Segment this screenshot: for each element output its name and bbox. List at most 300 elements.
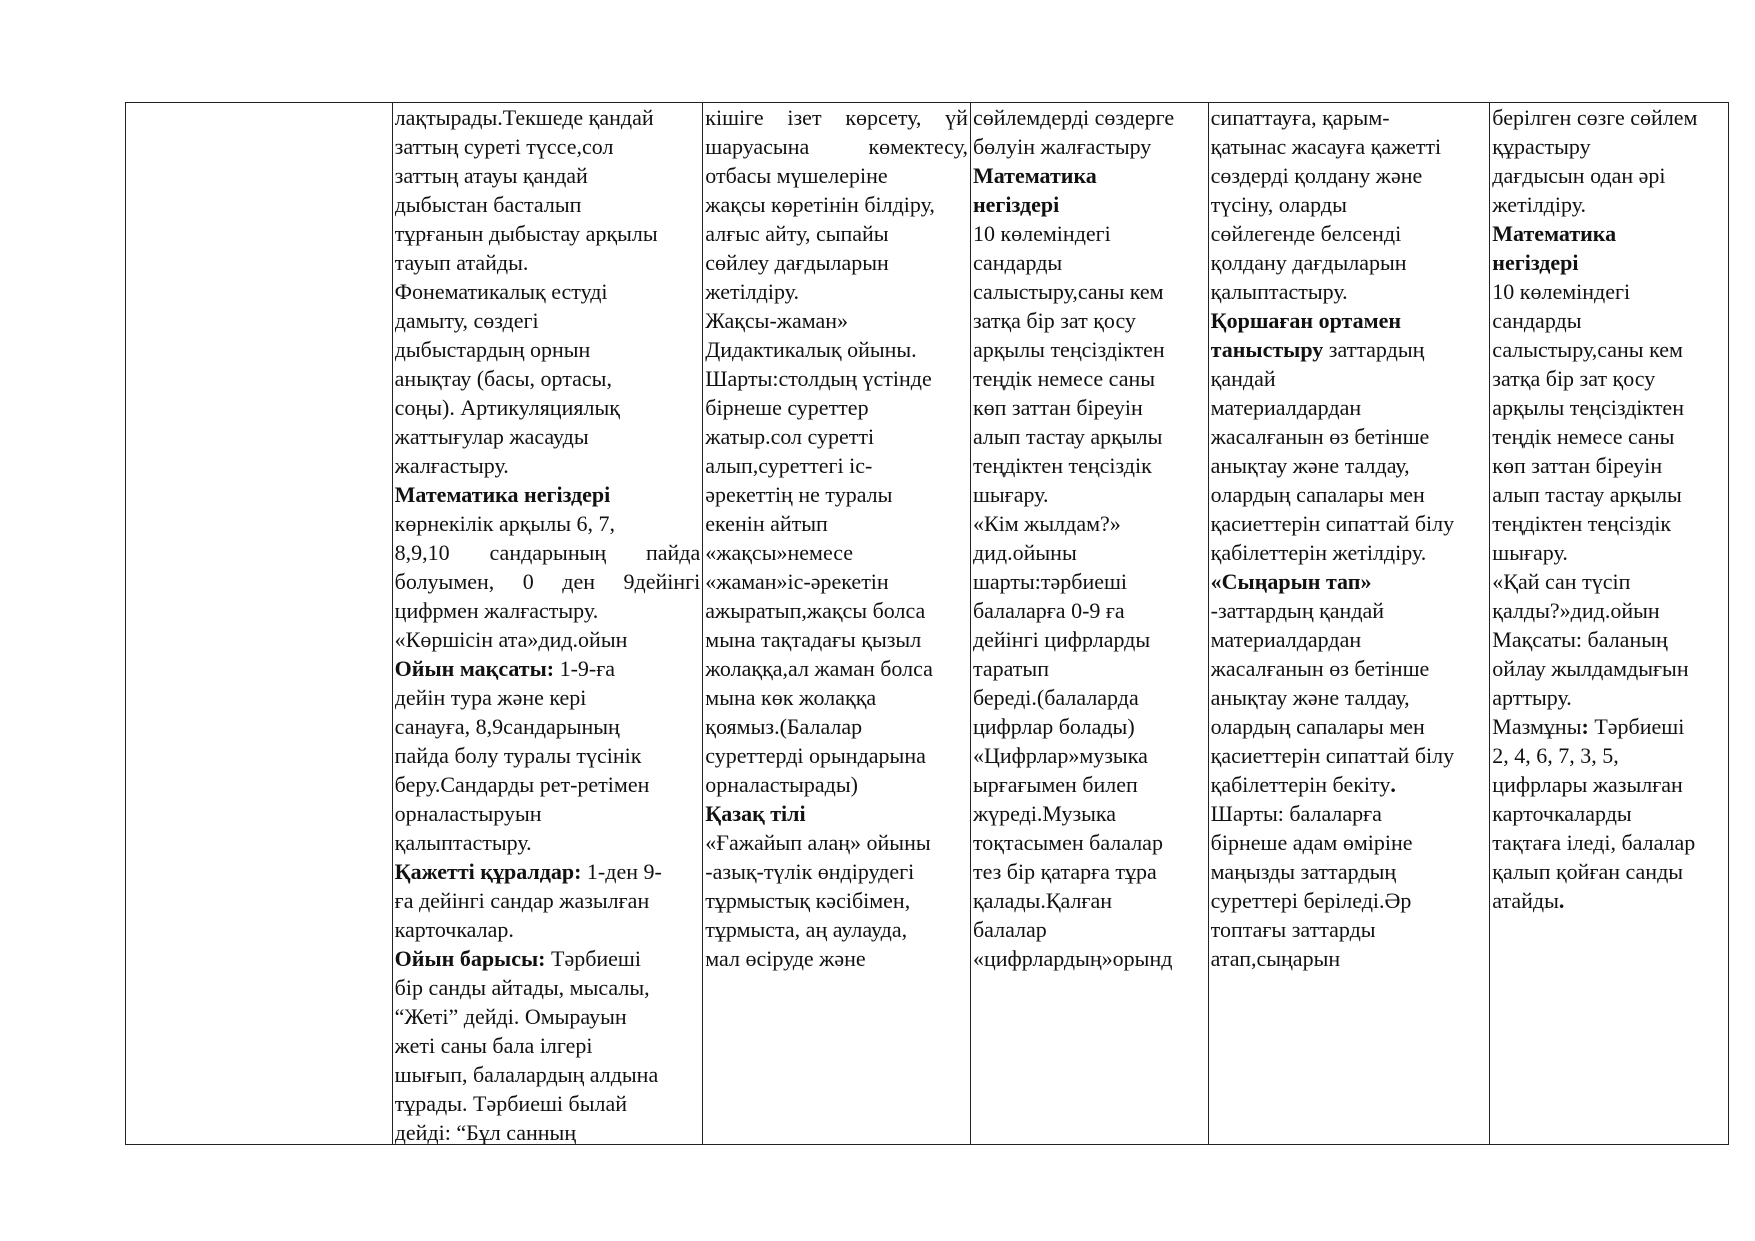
text-line — [973, 422, 1206, 451]
line-text: заттың суреті түссе,сол — [394, 134, 614, 159]
text-line — [1211, 190, 1488, 219]
text-line — [1211, 683, 1488, 712]
text-line — [395, 335, 701, 364]
line-text: қалып қойған санды — [1492, 859, 1684, 884]
text-line — [973, 538, 1206, 567]
text-line — [1211, 538, 1488, 567]
text-line — [705, 567, 968, 596]
line-text: 2, 4, 6, 7, 3, 5, — [1492, 743, 1619, 768]
bold-heading: негіздері — [1492, 250, 1579, 275]
text-line — [973, 480, 1206, 509]
line-text: дид.ойыны — [972, 540, 1077, 565]
line-text: затқа бір зат қосу — [972, 308, 1136, 333]
line-text: 8,9,10 сандарының пайда — [394, 540, 701, 565]
text-line — [973, 132, 1206, 161]
line-text: дейінгі цифрларды — [972, 627, 1151, 652]
line-text: жалғастыру. — [394, 453, 509, 478]
line-text: «Көршісін ата»дид.ойын — [394, 627, 628, 652]
line-text: жасалғанын өз бетінше — [1210, 656, 1430, 681]
bold-heading: Ойын мақсаты: — [394, 656, 555, 681]
line-text: қабілеттерін бекіту — [1210, 772, 1391, 797]
line-text: дыбыстан басталып — [394, 192, 582, 217]
line-text: лақтырады.Текшеде қандай — [394, 105, 654, 130]
line-text: әрекеттің не туралы — [705, 482, 893, 507]
line-text: «Қай сан түсіп — [1492, 569, 1631, 594]
line-text: шығару. — [972, 482, 1049, 507]
line-text: Тәрбиеші — [545, 946, 641, 971]
line-text: теңдіктен теңсіздік — [1492, 511, 1672, 536]
line-text: анықтау және талдау, — [1210, 453, 1410, 478]
text-line — [1211, 422, 1488, 451]
text-line — [395, 654, 701, 683]
text-line — [1492, 132, 1726, 161]
table-column-1 — [126, 103, 392, 1144]
line-text: тұрғанын дыбыстау арқылы — [394, 221, 658, 246]
line-text: алып тастау арқылы — [972, 424, 1163, 449]
text-line — [973, 509, 1206, 538]
line-text: тақтаға іледі, балалар — [1492, 830, 1696, 855]
line-text: цифрмен жалғастыру. — [394, 598, 599, 623]
line-text: салыстыру,саны кем — [972, 279, 1164, 304]
line-text: цифрлары жазылған — [1492, 772, 1683, 797]
text-line — [395, 596, 701, 625]
text-line — [1211, 886, 1488, 915]
line-text: сандарды — [1492, 308, 1582, 333]
line-text: орналастыруын — [394, 801, 542, 826]
line-text: 10 көлеміндегі — [972, 221, 1111, 246]
text-line — [395, 857, 701, 886]
text-line — [705, 393, 968, 422]
text-line — [1211, 596, 1488, 625]
text-line — [705, 886, 968, 915]
text-line — [1211, 480, 1488, 509]
line-text: қандай — [1210, 366, 1276, 391]
table-column-6 — [1489, 103, 1728, 1144]
table-column-2 — [392, 103, 703, 1144]
line-text: бөлуін жалғастыру — [972, 134, 1152, 159]
bold-heading: Математика — [1492, 221, 1617, 246]
text-line — [1211, 567, 1488, 596]
line-text: орналастырады) — [705, 772, 858, 797]
text-line — [705, 625, 968, 654]
text-line — [1492, 857, 1726, 886]
text-line — [395, 306, 701, 335]
text-line — [1211, 654, 1488, 683]
text-line — [1492, 625, 1726, 654]
line-text: сөйлемдерді сөздерге — [972, 105, 1175, 130]
text-line — [395, 277, 701, 306]
text-line — [973, 219, 1206, 248]
line-text: болуымен, 0 ден 9дейінгі — [394, 569, 701, 594]
text-line — [705, 335, 968, 364]
text-line — [1211, 393, 1488, 422]
line-text: 1-9-ға — [554, 656, 616, 681]
text-line — [973, 741, 1206, 770]
line-text: сөйлегенде белсенді — [1210, 221, 1402, 246]
line-text: берілген сөзге сөйлем — [1492, 105, 1698, 130]
text-line — [395, 683, 701, 712]
line-text: 10 көлеміндегі — [1492, 279, 1631, 304]
text-line — [1492, 422, 1726, 451]
line-text: қоямыз.(Балалар — [705, 714, 863, 739]
text-line — [973, 770, 1206, 799]
line-text: топтағы заттарды — [1210, 917, 1376, 942]
line-text: «цифрлардың»орынд — [972, 946, 1173, 971]
text-line — [1211, 219, 1488, 248]
line-text: жаттығулар жасауды — [394, 424, 589, 449]
line-text: Мақсаты: баланың — [1492, 627, 1668, 652]
text-line — [705, 915, 968, 944]
text-line — [973, 596, 1206, 625]
text-line — [395, 132, 701, 161]
text-line — [705, 306, 968, 335]
line-text: заттың атауы қандай — [394, 163, 588, 188]
table-column-4 — [970, 103, 1208, 1144]
line-text: заттардың — [1323, 337, 1425, 362]
line-text: ға дейінгі сандар жазылған — [394, 888, 650, 913]
text-line — [705, 161, 968, 190]
line-text: қалды?»дид.ойын — [1492, 598, 1660, 623]
text-line — [1211, 712, 1488, 741]
line-text: «Цифрлар»музыка — [972, 743, 1148, 768]
text-line — [1492, 335, 1726, 364]
line-text: Шарты: балаларға — [1210, 801, 1382, 826]
line-text: жасалғанын өз бетінше — [1210, 424, 1430, 449]
line-text: тауып атайды. — [394, 250, 529, 275]
line-text: көп заттан біреуін — [972, 395, 1143, 420]
line-text: сөздерді қолдану және — [1210, 163, 1423, 188]
line-text: жетілдіру. — [1492, 192, 1586, 217]
text-line — [395, 161, 701, 190]
line-text: қасиеттерін сипаттай білу — [1210, 511, 1455, 536]
text-line — [1492, 190, 1726, 219]
text-line — [395, 828, 701, 857]
text-line — [395, 480, 701, 509]
line-text: бірнеше суреттер — [705, 395, 869, 420]
bold-heading: Қазақ тілі — [705, 801, 806, 826]
line-text: теңдік немесе саны — [1492, 424, 1675, 449]
line-text: олардың сапалары мен — [1210, 714, 1425, 739]
line-text: қолдану дағдыларын — [1210, 250, 1407, 275]
line-text: мал өсіруде және — [705, 946, 866, 971]
text-line — [395, 886, 701, 915]
line-text: тез бір қатарға тұра — [972, 859, 1157, 884]
line-text: «жаман»іс-әрекетін — [705, 569, 889, 594]
line-text: тұрмыстық кәсібімен, — [705, 888, 911, 913]
line-text: жеті саны бала ілгері — [394, 1033, 593, 1058]
line-text: шығару. — [1492, 540, 1568, 565]
text-line — [1211, 161, 1488, 190]
text-line — [1492, 451, 1726, 480]
text-line — [705, 654, 968, 683]
line-text: мына көк жолаққа — [705, 685, 877, 710]
text-line — [705, 364, 968, 393]
text-line — [973, 857, 1206, 886]
line-text: Дидактикалық ойыны. — [705, 337, 917, 362]
line-text: цифрлар болады) — [972, 714, 1135, 739]
text-line — [395, 103, 701, 132]
line-text: материалдардан — [1210, 395, 1362, 420]
text-line — [705, 944, 968, 973]
line-text: Жақсы-жаман» — [705, 308, 849, 333]
bold-heading: Математика — [972, 163, 1097, 188]
line-text: дамыту, сөздегі — [394, 308, 539, 333]
text-line — [395, 1060, 701, 1089]
line-text: алғыс айту, сыпайы — [705, 221, 889, 246]
text-line — [395, 190, 701, 219]
text-line — [705, 509, 968, 538]
line-text: «жақсы»немесе — [705, 540, 854, 565]
line-text: балаларға 0-9 ға — [972, 598, 1125, 623]
text-line — [1211, 915, 1488, 944]
text-line — [395, 770, 701, 799]
line-text: санауға, 8,9сандарының — [394, 714, 620, 739]
line-text: жолаққа,ал жаман болса — [705, 656, 933, 681]
line-text: беру.Сандарды рет-ретімен — [394, 772, 650, 797]
text-line — [705, 538, 968, 567]
text-line — [1211, 277, 1488, 306]
text-line — [1492, 567, 1726, 596]
text-line — [973, 567, 1206, 596]
text-line — [705, 190, 968, 219]
line-text: сипаттауға, қарым- — [1210, 105, 1390, 130]
line-text: жатыр.сол суретті — [705, 424, 875, 449]
line-text: Фонематикалық естуді — [394, 279, 608, 304]
line-text: пайда болу туралы түсінік — [394, 743, 642, 768]
text-line — [705, 103, 968, 132]
text-line — [705, 712, 968, 741]
text-line — [705, 828, 968, 857]
line-text: мына тақтадағы қызыл — [705, 627, 922, 652]
text-line — [973, 828, 1206, 857]
text-line — [973, 683, 1206, 712]
text-line — [973, 190, 1206, 219]
text-line — [395, 364, 701, 393]
line-text: тұрады. Тәрбиеші былай — [394, 1091, 628, 1116]
text-line — [395, 944, 701, 973]
text-line — [395, 973, 701, 1002]
text-line — [973, 161, 1206, 190]
text-line — [1211, 451, 1488, 480]
text-line — [973, 335, 1206, 364]
text-line — [1492, 770, 1726, 799]
text-line — [1492, 799, 1726, 828]
text-line — [395, 741, 701, 770]
text-line — [395, 422, 701, 451]
line-text: сөйлеу дағдыларын — [705, 250, 889, 275]
text-line — [973, 451, 1206, 480]
bold-heading: Қажетті құралдар: — [394, 859, 582, 884]
line-text: затқа бір зат қосу — [1492, 366, 1656, 391]
text-line — [1492, 306, 1726, 335]
text-line — [705, 770, 968, 799]
text-line — [395, 248, 701, 277]
bold-heading: негіздері — [972, 192, 1060, 217]
line-text: шарты:тәрбиеші — [972, 569, 1128, 594]
text-line — [973, 277, 1206, 306]
text-line — [1211, 132, 1488, 161]
text-line — [973, 364, 1206, 393]
line-text: Шарты:столдың үстінде — [705, 366, 932, 391]
line-text: арттыру. — [1492, 685, 1572, 710]
text-line — [973, 654, 1206, 683]
text-line — [973, 799, 1206, 828]
line-text: маңызды заттардың — [1210, 859, 1397, 884]
text-line — [1492, 654, 1726, 683]
line-text: құрастыру — [1492, 134, 1591, 159]
line-text: Мазмұны — [1492, 714, 1582, 739]
line-text: кішіге ізет көрсету, үй — [705, 105, 968, 130]
text-line — [395, 393, 701, 422]
line-text: дейді: “Бұл санның — [394, 1120, 577, 1144]
line-text: қалады.Қалған — [972, 888, 1112, 913]
text-line — [395, 1118, 701, 1144]
line-text: атайды — [1492, 888, 1559, 913]
line-text: анықтау (басы, ортасы, — [394, 366, 612, 391]
text-line — [973, 103, 1206, 132]
line-text: тоқтасымен балалар — [972, 830, 1163, 855]
text-line — [1492, 538, 1726, 567]
line-text: қасиеттерін сипаттай білу — [1210, 743, 1455, 768]
text-line — [1211, 335, 1488, 364]
text-line — [1211, 306, 1488, 335]
bold-punctuation: . — [1390, 772, 1396, 797]
line-text: -заттардың қандай — [1210, 598, 1385, 623]
line-text: тұрмыста, аң аулауда, — [705, 917, 908, 942]
line-text: береді.(балаларда — [972, 685, 1139, 710]
line-text: сандарды — [972, 250, 1063, 275]
text-line — [705, 219, 968, 248]
text-line — [705, 857, 968, 886]
text-line — [395, 1089, 701, 1118]
table-column-5 — [1208, 103, 1490, 1144]
text-line — [973, 393, 1206, 422]
text-line — [705, 799, 968, 828]
text-line — [1211, 248, 1488, 277]
text-line — [395, 567, 701, 596]
line-text: бірнеше адам өміріне — [1210, 830, 1413, 855]
table-column-3 — [702, 103, 970, 1144]
line-text: дейін тура және кері — [394, 685, 587, 710]
line-text: олардың сапалары мен — [1210, 482, 1425, 507]
bold-punctuation: : — [1581, 714, 1589, 739]
text-line — [395, 625, 701, 654]
text-line — [1492, 683, 1726, 712]
line-text: ойлау жылдамдығын — [1492, 656, 1689, 681]
text-line — [1492, 886, 1726, 915]
line-text: теңдік немесе саны — [972, 366, 1156, 391]
line-text: “Жеті” дейді. Омырауын — [394, 1004, 627, 1029]
line-text: арқылы теңсіздіктен — [972, 337, 1165, 362]
line-text: көрнекілік арқылы 6, 7, — [394, 511, 615, 536]
line-text: анықтау және талдау, — [1210, 685, 1410, 710]
text-line — [1211, 741, 1488, 770]
document-table — [125, 102, 1729, 1145]
text-line — [973, 915, 1206, 944]
text-line — [1492, 219, 1726, 248]
line-text: Тәрбиеші — [1588, 714, 1685, 739]
text-line — [1492, 364, 1726, 393]
line-text: -азық-түлік өндірудегі — [705, 859, 915, 884]
text-line — [1211, 364, 1488, 393]
text-line — [1492, 596, 1726, 625]
bold-heading: «Сыңарын тап» — [1210, 569, 1372, 594]
line-text: бір санды айтады, мысалы, — [394, 975, 650, 1000]
line-text: «Кім жылдам?» — [972, 511, 1121, 536]
line-text: суреттерді орындарына — [705, 743, 926, 768]
line-text: көп заттан біреуін — [1492, 453, 1663, 478]
text-line — [395, 219, 701, 248]
text-line — [395, 712, 701, 741]
line-text: шаруасына көмектесу, — [705, 134, 968, 159]
line-text: қабілеттерін жетілдіру. — [1210, 540, 1427, 565]
text-line — [973, 712, 1206, 741]
line-text: жетілдіру. — [705, 279, 799, 304]
text-line — [1211, 509, 1488, 538]
text-line — [1492, 277, 1726, 306]
line-text: алып тастау арқылы — [1492, 482, 1682, 507]
line-text: суреттері беріледі.Әр — [1210, 888, 1412, 913]
text-line — [705, 277, 968, 306]
line-text: материалдардан — [1210, 627, 1362, 652]
bold-heading: Қоршаған ортамен — [1210, 308, 1402, 333]
line-text: жүреді.Музыка — [972, 801, 1117, 826]
text-line — [395, 509, 701, 538]
text-line — [705, 596, 968, 625]
text-line — [973, 306, 1206, 335]
line-text: ажыратып,жақсы болса — [705, 598, 926, 623]
text-line — [395, 915, 701, 944]
text-line — [1211, 770, 1488, 799]
text-line — [1211, 799, 1488, 828]
bold-heading: Ойын барысы: — [394, 946, 546, 971]
text-line — [1492, 103, 1726, 132]
text-line — [705, 248, 968, 277]
text-line — [395, 1031, 701, 1060]
line-text: атап,сыңарын — [1210, 946, 1341, 971]
text-line — [1211, 625, 1488, 654]
text-line — [973, 625, 1206, 654]
bold-punctuation: . — [1558, 888, 1565, 913]
text-line — [705, 451, 968, 480]
line-text: түсіну, оларды — [1210, 192, 1347, 217]
line-text: қатынас жасауға қажетті — [1210, 134, 1442, 159]
text-line — [973, 944, 1206, 973]
line-text: қалыптастыру. — [1210, 279, 1348, 304]
text-line — [395, 451, 701, 480]
line-text: дыбыстардың орнын — [394, 337, 591, 362]
text-line — [1492, 161, 1726, 190]
line-text: соңы). Артикуляциялық — [394, 395, 620, 420]
line-text: шығып, балалардың алдына — [394, 1062, 659, 1087]
text-line — [705, 683, 968, 712]
text-line — [1492, 480, 1726, 509]
text-line — [705, 422, 968, 451]
line-text: ырғағымен билеп — [972, 772, 1138, 797]
line-text: таратып — [972, 656, 1049, 681]
bold-heading: таныстыру — [1210, 337, 1324, 362]
bold-heading: Математика негіздері — [394, 482, 611, 507]
text-line — [395, 799, 701, 828]
line-text: арқылы теңсіздіктен — [1492, 395, 1684, 420]
text-line — [395, 1002, 701, 1031]
line-text: карточкалар. — [394, 917, 514, 942]
text-line — [1211, 857, 1488, 886]
text-line — [973, 248, 1206, 277]
line-text: қалыптастыру. — [394, 830, 532, 855]
line-text: 1-ден 9- — [581, 859, 662, 884]
line-text: екенін айтып — [705, 511, 828, 536]
